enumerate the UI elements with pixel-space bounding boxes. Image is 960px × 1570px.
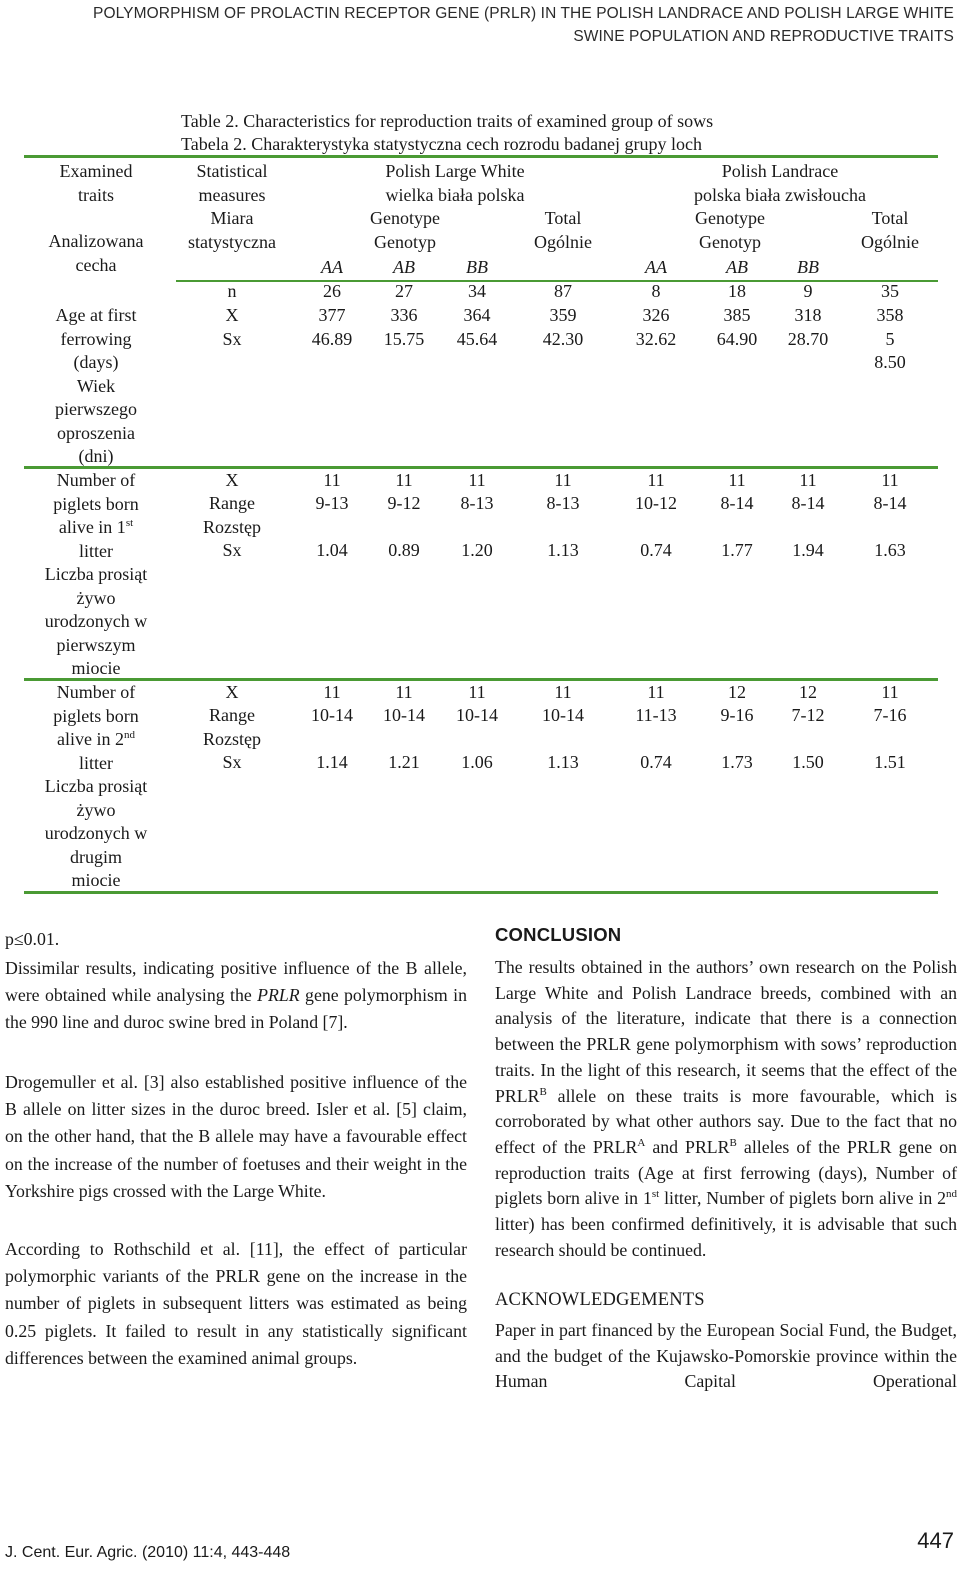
genotype-ab-plw: AB bbox=[393, 257, 415, 277]
footer-citation: J. Cent. Eur. Agric. (2010) 11:4, 443-448 bbox=[5, 1544, 291, 1561]
trait-piglets-second-litter: Number of piglets born alive in 2nd litter Liczba prosiąt żywo urodzonych w drugim miocie bbox=[44, 682, 148, 890]
conclusion-heading: CONCLUSION bbox=[495, 924, 622, 945]
conclusion-paragraph: The results obtained in the authors’ own research on the Polish Large White and Polish Landrace breeds, combined with an analysis of the literature, indicate that there is a connection between the PRLR gene polymorphism with sows’ reproduction traits. In the light of this research, it seems that the effect of the $PRLR^B$ allele on these traits is more favourable, which is corroborated by what other authors say. Due to the fact that no effect of the $PRLR^A$ and $PRLR^B$ alleles of the PRLR gene on reproduction traits (Age at first ferrowing (days), Number of piglets born alive in 1st litter, Number of piglets born alive in 2nd litter) has been confirmed definitively, it is advisable that such research should be continued. bbox=[495, 957, 957, 1260]
paragraph-rothschild: According to Rothschild et al. [11], the effect of particular polymorphic variants of the PRLR gene on the increase in the number of piglets in subsequent litters was estimated as being 0.25 piglets. It failed to result in any statistically significant differences between the examined animal groups. bbox=[5, 1239, 467, 1368]
running-head-line-1: POLYMORPHISM OF PROLACTIN RECEPTOR GENE (PRLR) IN THE POLISH LANDRACE AND POLISH LARGE WHITE bbox=[93, 5, 954, 22]
genotype-bb-pl: BB bbox=[797, 257, 819, 277]
paragraph-dissimilar-results: Dissimilar results, indicating positive influence of the B allele, were obtained while analysing the PRLR gene polymorphism in the 990 line and duroc swine bred in Poland [7]. bbox=[5, 958, 467, 1033]
trait1-sx-label: Sx bbox=[222, 329, 242, 349]
header-traits: Examined traits Analizowana cecha bbox=[48, 161, 144, 275]
table-caption-en: Table 2. Characteristics for reproduction traits of examined group of sows bbox=[181, 111, 714, 131]
table-caption-pl: Tabela 2. Charakterystyka statystyczna cech rozrodu badanej grupy loch bbox=[181, 134, 703, 154]
acknowledgements-heading: ACKNOWLEDGEMENTS bbox=[495, 1290, 705, 1310]
header-genotype-pl: Genotype Genotyp bbox=[695, 208, 765, 252]
trait1-x-label: X bbox=[225, 305, 239, 325]
row-n-label: n bbox=[227, 281, 237, 301]
trait-age-first-ferrowing: Age at first ferrowing (days) Wiek pierwszego oproszenia (dni) bbox=[55, 305, 137, 466]
header-breed-plw: Polish Large White wielka biała polska bbox=[385, 161, 525, 205]
genotype-ab-pl: AB bbox=[726, 257, 748, 277]
genotype-bb-plw: BB bbox=[466, 257, 488, 277]
trait3-range-pl-label: Rozstęp bbox=[203, 729, 261, 749]
trait2-x-label: X bbox=[225, 470, 239, 490]
trait3-range-label: Range bbox=[209, 705, 255, 725]
running-head-line-2: SWINE POPULATION AND REPRODUCTIVE TRAITS bbox=[573, 28, 954, 45]
header-total-plw: Total Ogólnie bbox=[534, 208, 592, 252]
running-head bbox=[14, 2, 954, 48]
page-number: 447 bbox=[917, 1528, 954, 1553]
header-breed-pl: Polish Landrace polska biała zwisłoucha bbox=[694, 161, 866, 205]
acknowledgements-paragraph: Paper in part financed by the European Social Fund, the Budget, and the budget of the Kujawsko-Pomorskie province within the Human Capital Operational bbox=[495, 1320, 957, 1392]
trait2-sx-label: Sx bbox=[222, 540, 242, 560]
p-value-note: p≤0.01. bbox=[5, 929, 60, 949]
header-total-pl: Total Ogólnie bbox=[861, 208, 919, 252]
trait2-range-label: Range bbox=[209, 493, 255, 513]
trait3-x-label: X bbox=[225, 682, 239, 702]
paragraph-drogemuller: Drogemuller et al. [3] also established positive influence of the B allele on litter sizes in the duroc breed. Isler et al. [5] claim, on the other hand, that the B allele may have a favourable effect on the increase of the number of foetuses and their weight in the Yorkshire pigs crossed with the Large White. bbox=[5, 1072, 467, 1201]
genotype-aa-pl: AA bbox=[645, 257, 667, 277]
trait-piglets-first-litter: Number of piglets born alive in 1st litter Liczba prosiąt żywo urodzonych w pierwszym miocie bbox=[44, 470, 148, 678]
table-top-rule bbox=[24, 155, 938, 158]
trait2-range-pl-label: Rozstęp bbox=[203, 517, 261, 537]
trait3-sx-label: Sx bbox=[222, 752, 242, 772]
header-genotype-plw: Genotype Genotyp bbox=[370, 208, 440, 252]
genotype-aa-plw: AA bbox=[321, 257, 343, 277]
header-measures: Statistical measures Miara statystyczna bbox=[188, 161, 276, 252]
